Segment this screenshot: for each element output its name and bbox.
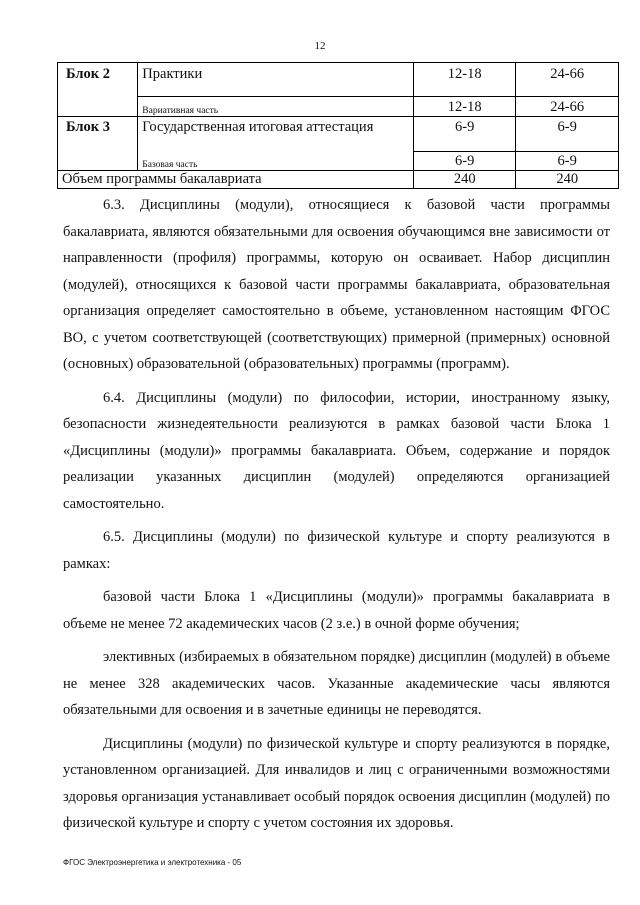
- credits-min-cell: 6-9: [413, 117, 516, 152]
- paragraph-disabled-persons: Дисциплины (модули) по физической культуре и спорту реализуются в порядке, установленном организацией. Для инвалидов и лиц с ограниченными возможностями здоровья организация устанавливает особый порядок освоения дисциплин (модулей) по физической культуре и спорту с учетом состояния их здоровья.: [63, 735, 610, 831]
- credits-table: [57, 62, 619, 189]
- total-label-cell: Объем программы бакалавриата: [58, 171, 414, 189]
- name-cell: Практики: [138, 63, 414, 97]
- credits-max-cell: 6-9: [516, 117, 619, 152]
- name-cell: Вариативная часть: [138, 97, 414, 117]
- block-cell: Блок 2: [58, 63, 138, 97]
- name-cell: Государственная итоговая аттестация: [138, 117, 414, 152]
- paragraph-6-3: 6.3. Дисциплины (модули), относящиеся к базовой части программы бакалавриата, являются обязательными для освоения обучающимся вне зависимости от направленности (профиля) программы, которую он осваивает. Набор дисциплин (модулей), относящихся к базовой части программы бакалавриата, образовательная организация определяет самостоятельно в объеме, установленном настоящим ФГОС ВО, с учетом соответствующей (соответствующих) примерной (примерных) основной (основных) образовательной (образовательных) программы (программ).: [63, 197, 610, 372]
- footer-text: ФГОС Электроэнергетика и электротехника - 05: [63, 858, 242, 867]
- page-number: 12: [314, 40, 326, 52]
- credits-min-cell: 6-9: [413, 152, 516, 171]
- table-total-row: [58, 171, 619, 189]
- name-cell: Базовая часть: [138, 152, 414, 171]
- total-max-cell: 240: [516, 171, 619, 189]
- paragraph-base-part: базовой части Блока 1 «Дисциплины (модули)» программы бакалавриата в объеме не менее 72 академических часов (2 з.е.) в очной форме обучения;: [63, 589, 610, 632]
- total-min-cell: 240: [413, 171, 516, 189]
- credits-max-cell: 24-66: [516, 97, 619, 117]
- credits-min-cell: 12-18: [413, 63, 516, 97]
- block-cell: [58, 152, 138, 171]
- credits-max-cell: 24-66: [516, 63, 619, 97]
- table-row: [58, 97, 619, 117]
- body-text: [63, 192, 610, 837]
- paragraph-6-5: 6.5. Дисциплины (модули) по физической культуре и спорту реализуются в рамках:: [63, 529, 610, 572]
- table-row: [58, 117, 619, 152]
- credits-min-cell: 12-18: [413, 97, 516, 117]
- paragraph-electives: элективных (избираемых в обязательном порядке) дисциплин (модулей) в объеме не менее 328 академических часов. Указанные академические часы являются обязательными для освоения и в зачетные единицы не переводятся.: [63, 649, 610, 718]
- credits-max-cell: 6-9: [516, 152, 619, 171]
- paragraph-6-4: 6.4. Дисциплины (модули) по философии, истории, иностранному языку, безопасности жизнедеятельности реализуются в рамках базовой части Блока 1 «Дисциплины (модули)» программы бакалавриата. Объем, содержание и порядок реализации указанных дисциплин (модулей) определяются организацией самостоятельно.: [63, 389, 610, 512]
- table-row: [58, 63, 619, 97]
- block-cell: [58, 97, 138, 117]
- table-row: [58, 152, 619, 171]
- block-cell: Блок 3: [58, 117, 138, 152]
